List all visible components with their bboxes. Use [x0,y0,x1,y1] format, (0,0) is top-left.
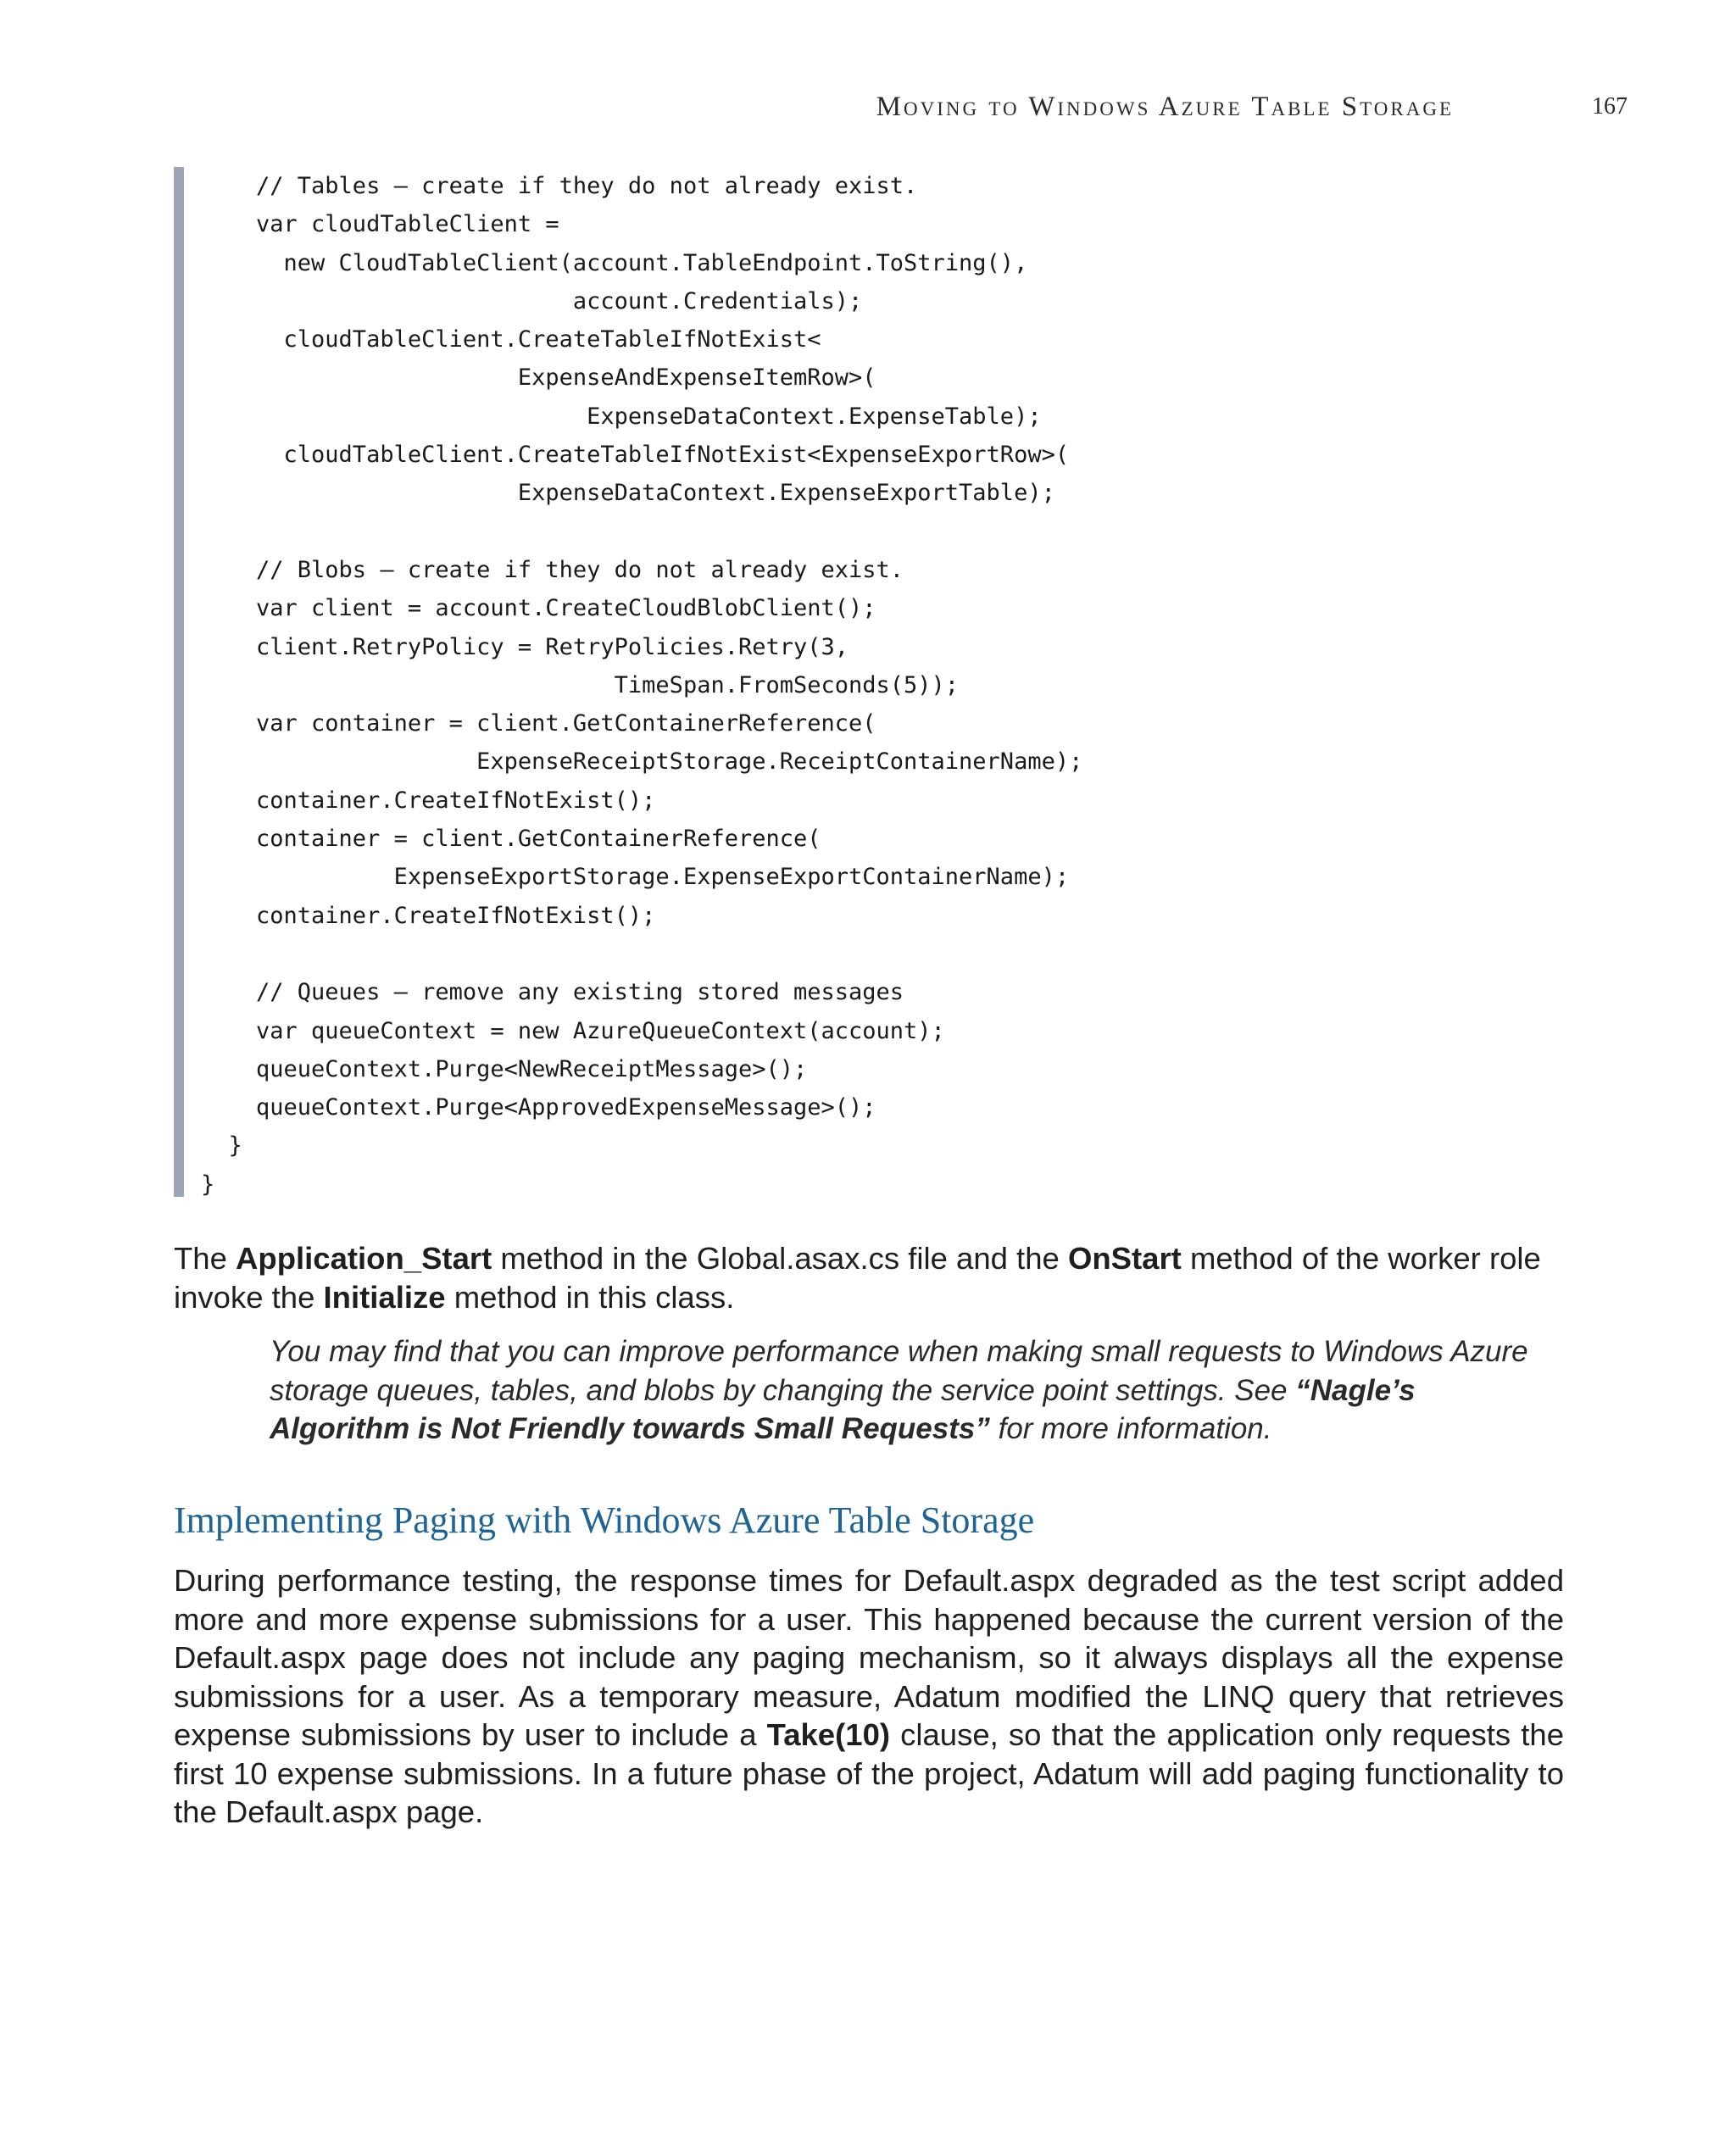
code-line: container.CreateIfNotExist(); [201,787,656,814]
code-line: container = client.GetContainerReference( [201,826,821,853]
code-line: queueContext.Purge<NewReceiptMessage>(); [201,1055,808,1082]
term-application-start: Application_Start [236,1241,492,1276]
code-line: var cloudTableClient = [201,211,559,238]
code-line: client.RetryPolicy = RetryPolicies.Retry(3, [201,633,849,660]
code-line: container.CreateIfNotExist(); [201,902,656,929]
term-take10: Take(10) [766,1717,891,1752]
code-line: ExpenseReceiptStorage.ReceiptContainerName); [201,748,1083,776]
code-block [174,167,1191,1197]
running-head: Moving to Windows Azure Table Storage [876,92,1454,122]
code-line: account.Credentials); [201,287,863,314]
code-line: ExpenseDataContext.ExpenseTable); [201,403,1042,430]
code-line: TimeSpan.FromSeconds(5)); [201,671,960,698]
term-onstart: OnStart [1067,1241,1182,1276]
code-listing [201,167,1082,1204]
code-line: cloudTableClient.CreateTableIfNotExist< [201,326,821,353]
code-line: ExpenseExportStorage.ExpenseExportContainerName); [201,864,1070,891]
code-line: // Blobs – create if they do not already exist. [201,556,904,583]
code-line: ExpenseDataContext.ExpenseExportTable); [201,480,1055,507]
code-line: var container = client.GetContainerReference( [201,710,876,737]
note-reference: “Nagle’s Algorithm is Not Friendly towards Small Requests” [270,1373,1416,1445]
margin-note: You may find that you can improve performance when making small requests to Windows Azure storage queues, tables, and blobs by changing the service point settings. See “Nagle’s Algorithm is Not Friendly towards Small Requests” for more information. [270,1335,1528,1445]
code-line: // Queues – remove any existing stored messages [201,979,904,1006]
term-initialize: Initialize [323,1279,446,1315]
code-line: // Tables – create if they do not already exist. [201,173,918,199]
code-line: } [201,1171,215,1198]
code-line: } [201,1132,242,1160]
code-line: var queueContext = new AzureQueueContext(account); [201,1017,945,1044]
section-heading: Implementing Paging with Windows Azure Table Storage [174,1499,1035,1541]
code-line: new CloudTableClient(account.TableEndpoint.ToString(), [201,249,1028,276]
page-number: 167 [1592,93,1628,120]
code-line: cloudTableClient.CreateTableIfNotExist<ExpenseExportRow>( [201,442,1070,469]
code-line: ExpenseAndExpenseItemRow>( [201,364,876,392]
paragraph-initialize: The Application_Start method in the Global.asax.cs file and the OnStart method of the worker role invoke the Initialize method in this class. [174,1241,1541,1315]
code-line: queueContext.Purge<ApprovedExpenseMessage>(); [201,1094,876,1121]
paragraph-paging: During performance testing, the response times for Default.aspx degraded as the test script added more and more expense submissions for a user. This happened because the current version of the Default.aspx page does not include any paging mechanism, so it always displays all the expense submissions for a user. As a temporary measure, Adatum modified the LINQ query that retrieves expense submissions by user to include a Take(10) clause, so that the application only requests the first 10 expense submissions. In a future phase of the project, Adatum will add paging functionality to the Default.aspx page. [174,1563,1565,1829]
code-line: var client = account.CreateCloudBlobClient(); [201,595,876,622]
